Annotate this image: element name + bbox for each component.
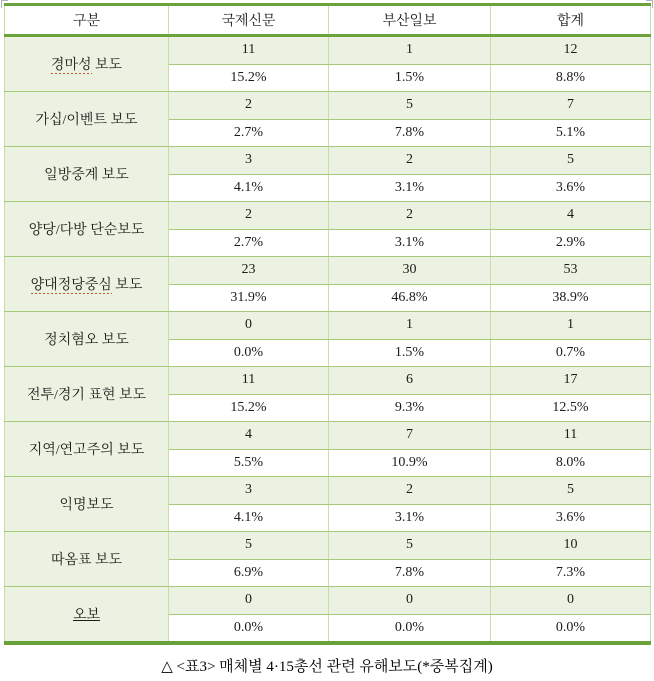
row-label: 정치혐오 보도 xyxy=(44,333,129,348)
table-caption: △ <표3> 매체별 4·15총선 관련 유해보도(*중복집계) xyxy=(161,659,493,675)
table-row xyxy=(5,257,651,285)
count-cell: 0 xyxy=(169,587,329,615)
row-label-cell xyxy=(5,36,169,92)
pct-cell: 5.5% xyxy=(169,449,329,477)
table-row xyxy=(5,147,651,175)
col-header-total: 합계 xyxy=(491,5,651,36)
row-label-cell xyxy=(5,532,169,587)
count-cell: 5 xyxy=(329,532,491,560)
count-cell: 1 xyxy=(491,312,651,340)
row-label: 보도 xyxy=(91,58,123,73)
pct-cell: 10.9% xyxy=(329,449,491,477)
count-cell: 1 xyxy=(329,312,491,340)
pct-cell: 0.0% xyxy=(491,614,651,643)
row-label: 가십/이벤트 보도 xyxy=(35,113,138,128)
col-header-category: 구분 xyxy=(5,5,169,36)
pct-cell: 4.1% xyxy=(169,504,329,532)
pct-cell: 2.7% xyxy=(169,119,329,147)
count-cell: 5 xyxy=(491,477,651,505)
pct-cell: 9.3% xyxy=(329,394,491,422)
row-label-cell xyxy=(5,477,169,532)
table-row xyxy=(5,422,651,450)
count-cell: 0 xyxy=(169,312,329,340)
row-label-cell xyxy=(5,257,169,312)
count-cell: 5 xyxy=(169,532,329,560)
misspelled-word: 경마성 xyxy=(50,58,92,73)
table-row xyxy=(5,477,651,505)
col-header-busan: 부산일보 xyxy=(329,5,491,36)
harmful-report-table xyxy=(4,3,651,645)
pct-cell: 1.5% xyxy=(329,64,491,92)
pct-cell: 2.9% xyxy=(491,229,651,257)
row-label: 양당/다방 단순보도 xyxy=(28,223,145,238)
pct-cell: 38.9% xyxy=(491,284,651,312)
table-row xyxy=(5,312,651,340)
pct-cell: 0.0% xyxy=(329,614,491,643)
pct-cell: 4.1% xyxy=(169,174,329,202)
table-row xyxy=(5,202,651,230)
table-row xyxy=(5,36,651,65)
pct-cell: 7.8% xyxy=(329,559,491,587)
pct-cell: 12.5% xyxy=(491,394,651,422)
pct-cell: 8.0% xyxy=(491,449,651,477)
count-cell: 0 xyxy=(491,587,651,615)
count-cell: 1 xyxy=(329,36,491,65)
count-cell: 23 xyxy=(169,257,329,285)
pct-cell: 7.8% xyxy=(329,119,491,147)
misspelled-word: 양대정당중심 xyxy=(30,278,112,293)
count-cell: 2 xyxy=(329,477,491,505)
pct-cell: 46.8% xyxy=(329,284,491,312)
pct-cell: 7.3% xyxy=(491,559,651,587)
count-cell: 2 xyxy=(169,202,329,230)
count-cell: 2 xyxy=(329,202,491,230)
pct-cell: 0.7% xyxy=(491,339,651,367)
row-label: 오보 xyxy=(72,608,101,623)
pct-cell: 0.0% xyxy=(169,614,329,643)
pct-cell: 2.7% xyxy=(169,229,329,257)
count-cell: 12 xyxy=(491,36,651,65)
row-label-cell xyxy=(5,367,169,422)
count-cell: 2 xyxy=(329,147,491,175)
row-label-cell xyxy=(5,312,169,367)
pct-cell: 1.5% xyxy=(329,339,491,367)
count-cell: 5 xyxy=(329,92,491,120)
pct-cell: 3.1% xyxy=(329,174,491,202)
count-cell: 0 xyxy=(329,587,491,615)
pct-cell: 15.2% xyxy=(169,394,329,422)
row-label: 익명보도 xyxy=(59,498,114,513)
row-label-cell xyxy=(5,202,169,257)
pct-cell: 0.0% xyxy=(169,339,329,367)
pct-cell: 5.1% xyxy=(491,119,651,147)
count-cell: 7 xyxy=(329,422,491,450)
row-label-cell xyxy=(5,92,169,147)
count-cell: 53 xyxy=(491,257,651,285)
pct-cell: 3.1% xyxy=(329,504,491,532)
pct-cell: 3.1% xyxy=(329,229,491,257)
row-label-cell xyxy=(5,587,169,644)
count-cell: 7 xyxy=(491,92,651,120)
count-cell: 2 xyxy=(169,92,329,120)
row-label: 지역/연고주의 보도 xyxy=(28,443,145,458)
col-header-kookje: 국제신문 xyxy=(169,5,329,36)
row-label: 일방중계 보도 xyxy=(44,168,129,183)
pct-cell: 6.9% xyxy=(169,559,329,587)
row-label: 따옴표 보도 xyxy=(50,553,123,568)
pct-cell: 31.9% xyxy=(169,284,329,312)
header-row xyxy=(5,5,651,36)
count-cell: 3 xyxy=(169,477,329,505)
count-cell: 11 xyxy=(169,367,329,395)
count-cell: 17 xyxy=(491,367,651,395)
count-cell: 11 xyxy=(491,422,651,450)
pct-cell: 15.2% xyxy=(169,64,329,92)
count-cell: 10 xyxy=(491,532,651,560)
row-label: 보도 xyxy=(111,278,143,293)
count-cell: 6 xyxy=(329,367,491,395)
table-corner-mark-icon xyxy=(646,0,653,8)
table-row xyxy=(5,532,651,560)
count-cell: 3 xyxy=(169,147,329,175)
table-row xyxy=(5,367,651,395)
count-cell: 11 xyxy=(169,36,329,65)
row-label-cell xyxy=(5,147,169,202)
table-row xyxy=(5,92,651,120)
table-corner-mark-icon xyxy=(1,0,8,8)
count-cell: 4 xyxy=(491,202,651,230)
row-label-cell xyxy=(5,422,169,477)
count-cell: 30 xyxy=(329,257,491,285)
count-cell: 4 xyxy=(169,422,329,450)
count-cell: 5 xyxy=(491,147,651,175)
table-row xyxy=(5,587,651,615)
pct-cell: 3.6% xyxy=(491,174,651,202)
row-label: 전투/경기 표현 보도 xyxy=(26,388,147,403)
pct-cell: 3.6% xyxy=(491,504,651,532)
pct-cell: 8.8% xyxy=(491,64,651,92)
